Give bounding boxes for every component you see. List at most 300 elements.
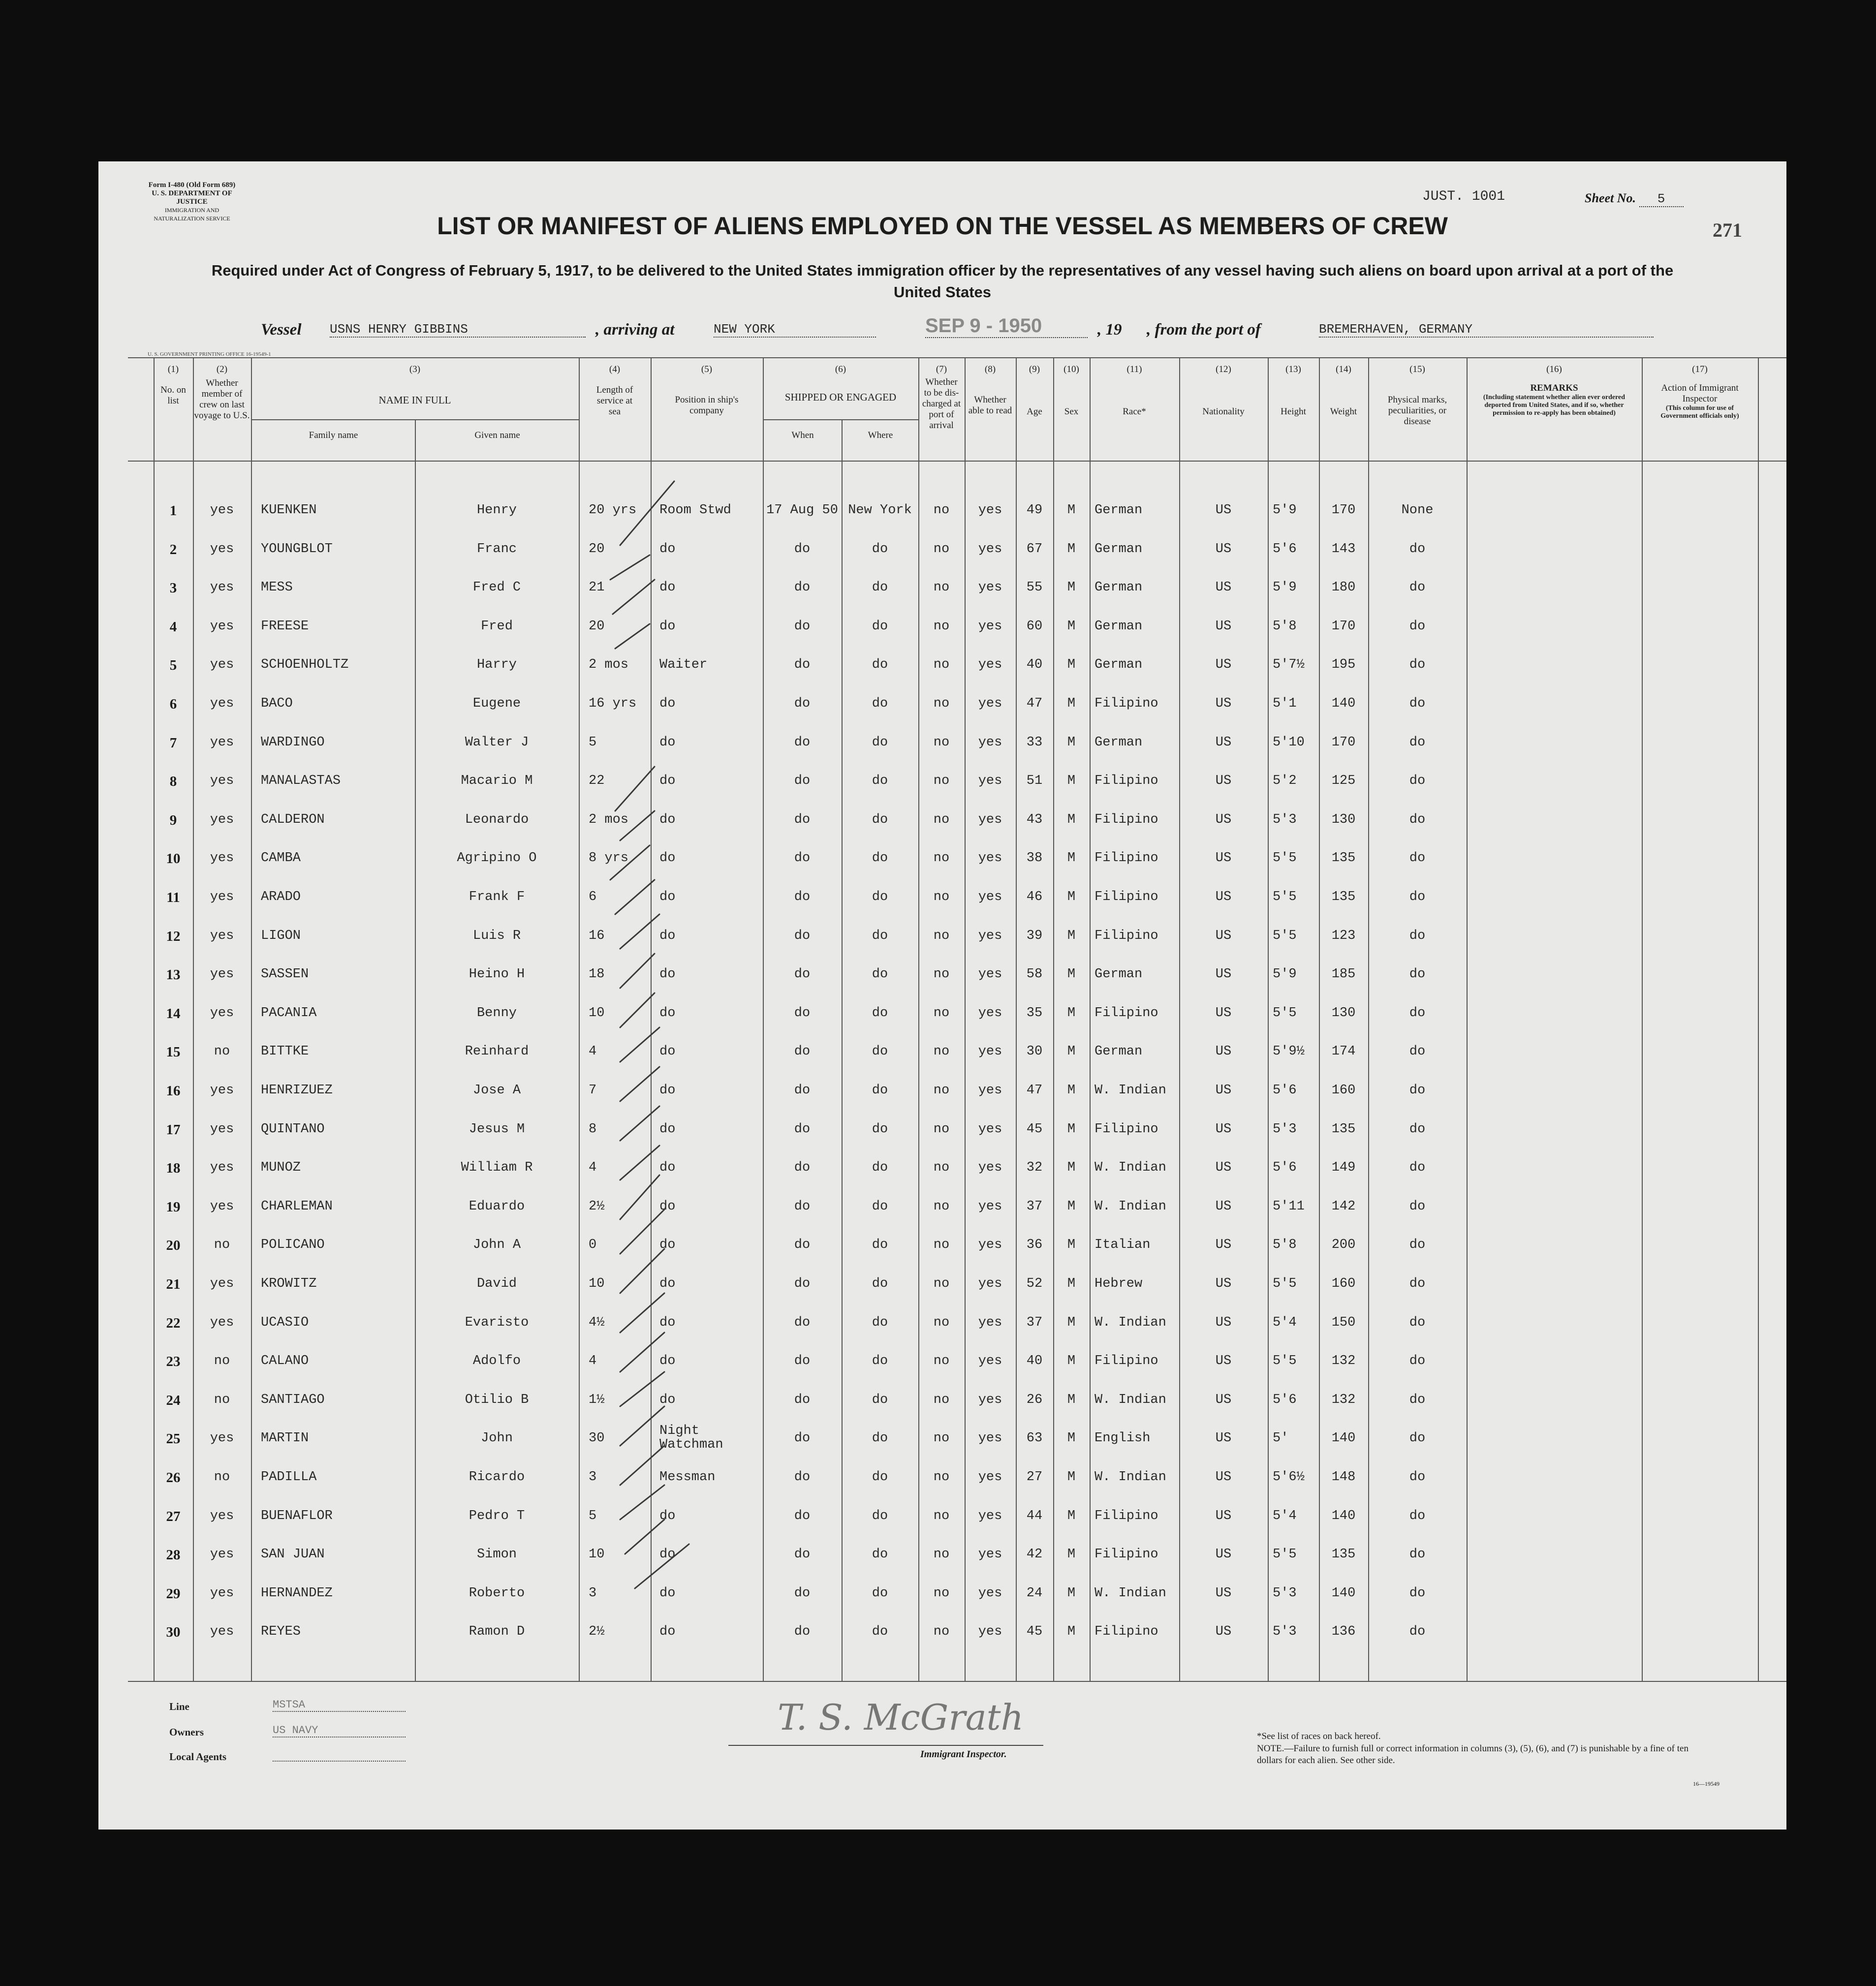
shipped-where-cell: do (872, 696, 888, 711)
family-name-cell: PADILLA (261, 1470, 317, 1485)
discharge-cell: no (933, 1624, 950, 1640)
given-name-cell: Henry (476, 503, 517, 518)
shipped-when-cell: do (794, 1585, 811, 1601)
prev-voyage-cell: no (214, 1354, 230, 1369)
able-to-read-cell: yes (978, 619, 1002, 634)
family-name-cell: SASSEN (261, 967, 309, 982)
shipped-when-cell: do (794, 1624, 811, 1640)
inspector-label: Immigrant Inspector. (920, 1749, 1007, 1760)
discharge-cell: no (933, 1470, 950, 1485)
header-col-9 (1016, 364, 1053, 417)
header-label: REMARKS (1530, 383, 1578, 393)
race-cell: German (1094, 1044, 1143, 1059)
position-cell: do (659, 1624, 676, 1640)
form-subtitle: Required under Act of Congress of February 5, 1917, to be delivered to the United States immigration officer by the representatives of any vessel having such aliens on board upon arrival at a port of the United States (211, 262, 1674, 301)
discharge-cell: no (933, 1238, 950, 1253)
from-label: , from the port of (1147, 321, 1261, 339)
able-to-read-cell: yes (978, 1354, 1002, 1369)
family-name-cell: SAN JUAN (261, 1547, 325, 1562)
weight-cell: 125 (1331, 774, 1356, 789)
height-cell: 5'11 (1273, 1199, 1305, 1214)
able-to-read-cell: yes (978, 735, 1002, 750)
position-cell: do (659, 774, 676, 789)
header-col-17 (1642, 364, 1758, 420)
age-cell: 40 (1026, 657, 1043, 673)
sex-cell: M (1067, 1276, 1076, 1291)
given-name-cell: John A (472, 1238, 521, 1253)
able-to-read-cell: yes (978, 1547, 1002, 1562)
physical-marks-cell: None (1401, 503, 1434, 518)
height-cell: 5'5 (1273, 890, 1297, 904)
header-num: (1) (167, 364, 179, 374)
sex-cell: M (1067, 1431, 1076, 1446)
shipped-when-cell: do (794, 1392, 811, 1407)
col-rule (579, 357, 580, 1681)
age-cell: 37 (1026, 1199, 1043, 1214)
position-cell: do (659, 1238, 676, 1253)
given-name-cell: Simon (476, 1547, 517, 1562)
physical-marks-cell: do (1409, 1083, 1426, 1098)
physical-marks-cell: do (1409, 580, 1426, 595)
row-number: 11 (166, 890, 180, 905)
height-cell: 5'8 (1273, 1238, 1297, 1253)
physical-marks-cell: do (1409, 696, 1426, 711)
owners-value: US NAVY (273, 1724, 406, 1738)
family-name-cell: CALDERON (261, 812, 325, 827)
given-name-cell: Leonardo (465, 812, 529, 827)
prev-voyage-cell: yes (210, 1624, 234, 1640)
shipped-when-cell: do (794, 774, 811, 789)
given-name-cell: Jesus M (469, 1121, 525, 1137)
nationality-cell: US (1215, 503, 1232, 518)
header-num: (15) (1409, 364, 1425, 374)
position-cell: do (659, 541, 676, 557)
given-name-cell: Frank F (469, 890, 525, 904)
height-cell: 5'9 (1273, 503, 1297, 518)
able-to-read-cell: yes (978, 1392, 1002, 1407)
nationality-cell: US (1215, 1508, 1232, 1523)
position-cell: do (659, 1005, 676, 1021)
form-title: LIST OR MANIFEST OF ALIENS EMPLOYED ON THE VESSEL AS MEMBERS OF CREW (437, 212, 1448, 240)
discharge-cell: no (933, 696, 950, 711)
sex-cell: M (1067, 1005, 1076, 1021)
service-length-cell: 4 (589, 1354, 597, 1369)
sex-cell: M (1067, 541, 1076, 557)
weight-cell: 149 (1331, 1160, 1356, 1176)
physical-marks-cell: do (1409, 1005, 1426, 1021)
header-label: Length of service at sea (596, 385, 633, 417)
vessel-line (261, 315, 1727, 343)
header-num: (10) (1063, 364, 1079, 374)
able-to-read-cell: yes (978, 1276, 1002, 1291)
header-num: (13) (1285, 364, 1301, 374)
height-cell: 5'8 (1273, 619, 1297, 634)
nationality-cell: US (1215, 735, 1232, 750)
discharge-cell: no (933, 503, 950, 518)
age-cell: 42 (1026, 1547, 1043, 1562)
nationality-cell: US (1215, 1238, 1232, 1253)
vessel-label: Vessel (261, 321, 302, 339)
row-number: 16 (166, 1083, 181, 1099)
position-cell: do (659, 928, 676, 943)
race-cell: German (1094, 657, 1143, 673)
header-label: Age (1027, 406, 1042, 417)
service-length-cell: 3 (589, 1585, 597, 1601)
given-name-cell: John (481, 1431, 513, 1446)
shipped-when-cell: do (794, 1315, 811, 1330)
nationality-cell: US (1215, 1160, 1232, 1176)
row-number: 17 (166, 1121, 181, 1138)
family-name-cell: UCASIO (261, 1315, 309, 1330)
height-cell: 5'9 (1273, 967, 1297, 982)
weight-cell: 170 (1331, 619, 1356, 634)
agents-field (169, 1751, 406, 1763)
height-cell: 5'9 (1273, 580, 1297, 595)
prev-voyage-cell: yes (210, 1547, 234, 1562)
race-cell: W. Indian (1094, 1585, 1166, 1601)
height-cell: 5'2 (1273, 774, 1297, 789)
physical-marks-cell: do (1409, 967, 1426, 982)
nationality-cell: US (1215, 1392, 1232, 1407)
service-length-cell: 5 (589, 735, 597, 750)
row-number: 5 (169, 657, 177, 674)
position-cell: do (659, 696, 676, 711)
weight-cell: 185 (1331, 967, 1356, 982)
shipped-when-cell: do (794, 1470, 811, 1485)
header-where: Where (868, 430, 893, 440)
date-stamp: SEP 9 - 1950 (925, 315, 1088, 338)
height-cell: 5'7½ (1273, 657, 1305, 673)
given-name-cell: Evaristo (465, 1315, 529, 1330)
shipped-when-cell: do (794, 541, 811, 557)
shipped-when-cell: do (794, 1160, 811, 1176)
height-cell: 5'5 (1273, 928, 1297, 943)
family-name-cell: CHARLEMAN (261, 1199, 333, 1214)
position-cell: do (659, 1160, 676, 1176)
shipped-when-cell: do (794, 619, 811, 634)
nationality-cell: US (1215, 1083, 1232, 1098)
weight-cell: 130 (1331, 1005, 1356, 1021)
discharge-cell: no (933, 812, 950, 827)
height-cell: 5' (1273, 1431, 1289, 1446)
given-name-cell: Fred (481, 619, 513, 634)
physical-marks-cell: do (1409, 657, 1426, 673)
header-num: (9) (1029, 364, 1040, 374)
owners-label: Owners (169, 1726, 204, 1738)
sex-cell: M (1067, 1044, 1076, 1059)
physical-marks-cell: do (1409, 1121, 1426, 1137)
penalty-note: NOTE.—Failure to furnish full or correct information in columns (3), (5), (6), and (7) is punishable by a fine of ten dollars for each alien. See other side. (1257, 1743, 1688, 1766)
height-cell: 5'5 (1273, 1354, 1297, 1369)
row-number: 6 (169, 696, 177, 712)
row-number: 1 (169, 503, 177, 519)
sex-cell: M (1067, 1470, 1076, 1485)
shipped-where-cell: do (872, 851, 888, 866)
weight-cell: 174 (1331, 1044, 1356, 1059)
race-cell: Filipino (1094, 1547, 1158, 1562)
race-cell: W. Indian (1094, 1392, 1166, 1407)
discharge-cell: no (933, 1508, 950, 1523)
discharge-cell: no (933, 1044, 950, 1059)
race-cell: W. Indian (1094, 1160, 1166, 1176)
shipped-where-cell: do (872, 1044, 888, 1059)
age-cell: 63 (1026, 1431, 1043, 1446)
age-cell: 30 (1026, 1044, 1043, 1059)
row-number: 25 (166, 1431, 181, 1447)
position-cell: do (659, 735, 676, 750)
discharge-cell: no (933, 1547, 950, 1562)
sex-cell: M (1067, 1585, 1076, 1601)
weight-cell: 136 (1331, 1624, 1356, 1640)
height-cell: 5'3 (1273, 1624, 1297, 1640)
shipped-where-cell: do (872, 1392, 888, 1407)
row-number: 13 (166, 967, 181, 983)
row-number: 9 (169, 812, 177, 828)
able-to-read-cell: yes (978, 541, 1002, 557)
physical-marks-cell: do (1409, 1392, 1426, 1407)
age-cell: 37 (1026, 1315, 1043, 1330)
age-cell: 52 (1026, 1276, 1043, 1291)
weight-cell: 140 (1331, 1508, 1356, 1523)
line-label: Line (169, 1701, 189, 1712)
position-cell: Waiter (659, 657, 708, 673)
position-cell: do (659, 1585, 676, 1601)
position-cell: Messman (659, 1470, 716, 1485)
position-cell: do (659, 1121, 676, 1137)
discharge-cell: no (933, 890, 950, 904)
nationality-cell: US (1215, 1624, 1232, 1640)
weight-cell: 150 (1331, 1315, 1356, 1330)
prev-voyage-cell: yes (210, 1508, 234, 1523)
nationality-cell: US (1215, 928, 1232, 943)
col-rule (1642, 357, 1643, 1681)
sex-cell: M (1067, 657, 1076, 673)
service-length-cell: 21 (589, 580, 605, 595)
sex-cell: M (1067, 1199, 1076, 1214)
given-name-cell: Harry (476, 657, 517, 673)
header-col-7 (918, 364, 965, 431)
discharge-cell: no (933, 1083, 950, 1098)
prev-voyage-cell: yes (210, 967, 234, 982)
position-cell: do (659, 1508, 676, 1523)
prev-voyage-cell: no (214, 1044, 230, 1059)
nationality-cell: US (1215, 890, 1232, 904)
race-cell: W. Indian (1094, 1315, 1166, 1330)
physical-marks-cell: do (1409, 928, 1426, 943)
weight-cell: 170 (1331, 735, 1356, 750)
physical-marks-cell: do (1409, 1547, 1426, 1562)
discharge-cell: no (933, 1315, 950, 1330)
family-name-cell: BITTKE (261, 1044, 309, 1059)
physical-marks-cell: do (1409, 619, 1426, 634)
header-label: Race* (1123, 406, 1146, 417)
header-col-8 (965, 364, 1016, 416)
agents-label: Local Agents (169, 1751, 227, 1763)
family-name-cell: REYES (261, 1624, 301, 1640)
position-cell: do (659, 580, 676, 595)
given-name-cell: Luis R (472, 928, 521, 943)
nationality-cell: US (1215, 696, 1232, 711)
position-cell: do (659, 1083, 676, 1098)
age-cell: 45 (1026, 1624, 1043, 1640)
row-number: 7 (169, 735, 177, 751)
weight-cell: 143 (1331, 541, 1356, 557)
discharge-cell: no (933, 1199, 950, 1214)
header-label: NAME IN FULL (378, 394, 451, 406)
col-rule (251, 357, 252, 1681)
height-cell: 5'3 (1273, 812, 1297, 827)
weight-cell: 140 (1331, 1431, 1356, 1446)
row-number: 19 (166, 1199, 181, 1215)
header-col-16 (1467, 364, 1642, 417)
position-cell: Night Watchman (659, 1424, 723, 1453)
able-to-read-cell: yes (978, 967, 1002, 982)
header-label: Whether member of crew on last voyage to U.S. (194, 378, 250, 421)
sex-cell: M (1067, 812, 1076, 827)
shipped-where-cell: do (872, 735, 888, 750)
shipped-when-cell: do (794, 735, 811, 750)
race-cell: W. Indian (1094, 1470, 1166, 1485)
given-name-cell: Eugene (472, 696, 521, 711)
able-to-read-cell: yes (978, 1005, 1002, 1021)
height-cell: 5'4 (1273, 1508, 1297, 1523)
service-length-cell: 22 (589, 774, 605, 789)
header-label: Nationality (1202, 406, 1245, 417)
header-family-name: Family name (309, 430, 358, 440)
shipped-where-cell: do (872, 890, 888, 904)
age-cell: 51 (1026, 774, 1043, 789)
header-num: (2) (216, 364, 228, 374)
shipped-where-cell: do (872, 1005, 888, 1021)
shipped-where-cell: do (872, 1276, 888, 1291)
header-num: (12) (1216, 364, 1231, 374)
prev-voyage-cell: yes (210, 1431, 234, 1446)
prev-voyage-cell: yes (210, 890, 234, 904)
physical-marks-cell: do (1409, 1508, 1426, 1523)
able-to-read-cell: yes (978, 1470, 1002, 1485)
header-label: Height (1281, 406, 1306, 417)
shipped-when-cell: do (794, 1121, 811, 1137)
able-to-read-cell: yes (978, 657, 1002, 673)
able-to-read-cell: yes (978, 580, 1002, 595)
physical-marks-cell: do (1409, 1044, 1426, 1059)
header-col-14 (1319, 364, 1368, 417)
able-to-read-cell: yes (978, 1199, 1002, 1214)
row-number: 27 (166, 1508, 181, 1524)
shipped-where-cell: do (872, 774, 888, 789)
shipped-when-cell: do (794, 851, 811, 866)
position-cell: do (659, 1199, 676, 1214)
able-to-read-cell: yes (978, 928, 1002, 943)
family-name-cell: POLICANO (261, 1238, 325, 1253)
shipped-where-cell: do (872, 657, 888, 673)
able-to-read-cell: yes (978, 696, 1002, 711)
sheet-number-label (1585, 191, 1684, 207)
race-cell: Italian (1094, 1238, 1151, 1253)
row-number: 3 (169, 580, 177, 596)
row-number: 30 (166, 1624, 181, 1641)
given-name-cell: Franc (476, 541, 517, 557)
race-cell: Filipino (1094, 774, 1158, 789)
shipped-when-cell: do (794, 1083, 811, 1098)
shipped-when-cell: do (794, 812, 811, 827)
family-name-cell: HERNANDEZ (261, 1585, 333, 1601)
header-num: (4) (609, 364, 621, 374)
sex-cell: M (1067, 619, 1076, 634)
department: U. S. DEPARTMENT OF JUSTICE (152, 189, 232, 206)
family-name-cell: CAMBA (261, 851, 301, 866)
header-num: (16) (1546, 364, 1562, 374)
race-cell: Filipino (1094, 851, 1158, 866)
sex-cell: M (1067, 1315, 1076, 1330)
service-length-cell: 7 (589, 1083, 597, 1098)
service-length-cell: 16 (589, 928, 605, 943)
physical-marks-cell: do (1409, 1315, 1426, 1330)
age-cell: 36 (1026, 1238, 1043, 1253)
height-cell: 5'6½ (1273, 1470, 1305, 1485)
prev-voyage-cell: yes (210, 1121, 234, 1137)
family-name-cell: BACO (261, 696, 293, 711)
sheet-label: Sheet No. (1585, 191, 1636, 205)
weight-cell: 180 (1331, 580, 1356, 595)
given-name-cell: Ramon D (469, 1624, 525, 1640)
able-to-read-cell: yes (978, 812, 1002, 827)
physical-marks-cell: do (1409, 1354, 1426, 1369)
weight-cell: 135 (1331, 851, 1356, 866)
service-length-cell: 1½ (589, 1392, 605, 1407)
prev-voyage-cell: yes (210, 851, 234, 866)
service-length-cell: 20 (589, 619, 605, 634)
nationality-cell: US (1215, 1315, 1232, 1330)
position-cell: do (659, 890, 676, 904)
sex-cell: M (1067, 928, 1076, 943)
service-length-cell: 4½ (589, 1315, 605, 1330)
sex-cell: M (1067, 1508, 1076, 1523)
service-length-cell: 5 (589, 1508, 597, 1523)
discharge-cell: no (933, 774, 950, 789)
row-number: 18 (166, 1160, 181, 1177)
nationality-cell: US (1215, 1044, 1232, 1059)
weight-cell: 148 (1331, 1470, 1356, 1485)
able-to-read-cell: yes (978, 1508, 1002, 1523)
col-rule (1758, 357, 1759, 1681)
service-length-cell: 18 (589, 967, 605, 982)
service: IMMIGRATION AND NATURALIZATION SERVICE (154, 207, 230, 222)
header-label: Whether able to read (968, 395, 1012, 416)
shipped-where-cell: do (872, 619, 888, 634)
shipped-when-cell: 17 Aug 50 (766, 503, 838, 518)
age-cell: 32 (1026, 1160, 1043, 1176)
row-number: 2 (169, 541, 177, 558)
discharge-cell: no (933, 619, 950, 634)
discharge-cell: no (933, 1276, 950, 1291)
discharge-cell: no (933, 1005, 950, 1021)
age-cell: 24 (1026, 1585, 1043, 1601)
given-name-cell: Heino H (469, 967, 525, 982)
physical-marks-cell: do (1409, 1160, 1426, 1176)
position-cell: do (659, 1276, 676, 1291)
weight-cell: 160 (1331, 1276, 1356, 1291)
age-cell: 45 (1026, 1121, 1043, 1137)
race-cell: Filipino (1094, 1005, 1158, 1021)
family-name-cell: YOUNGBLOT (261, 541, 333, 557)
shipped-when-cell: do (794, 967, 811, 982)
family-name-cell: PACANIA (261, 1005, 317, 1021)
physical-marks-cell: do (1409, 774, 1426, 789)
discharge-cell: no (933, 1121, 950, 1137)
nationality-cell: US (1215, 1547, 1232, 1562)
position-cell: Room Stwd (659, 503, 731, 518)
